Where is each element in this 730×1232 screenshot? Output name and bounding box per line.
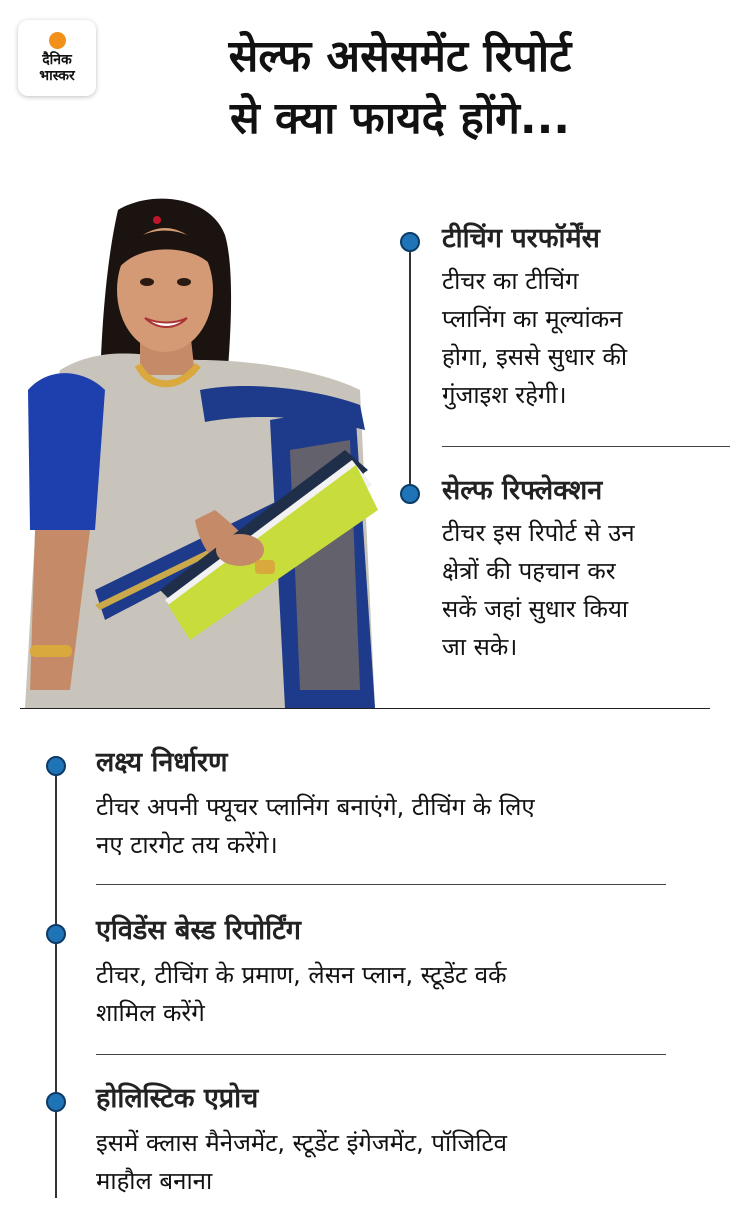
point-heading: टीचिंग परफॉर्मेंस (442, 223, 600, 254)
text-line: सकें जहां सुधार किया (442, 595, 629, 623)
point-text (96, 956, 706, 1032)
divider (96, 884, 666, 885)
title-line-2: से क्या फायदे होंगे... (229, 93, 571, 144)
logo-line-1: दैनिक (42, 52, 72, 68)
point-text (96, 788, 706, 864)
point-heading: लक्ष्य निर्धारण (96, 747, 228, 778)
text-line: प्लानिंग का मूल्यांकन (442, 305, 623, 333)
text-line: नए टारगेट तय करेंगे। (96, 831, 278, 859)
section-divider (20, 708, 710, 709)
text-line: इसमें क्लास मैनेजमेंट, स्टूडेंट इंगेजमेंट, पॉजिटिव (96, 1129, 507, 1157)
divider (442, 446, 730, 447)
text-line: होगा, इससे सुधार की (442, 343, 628, 371)
text-line: टीचर इस रिपोर्ट से उन (442, 519, 635, 547)
text-line: टीचर का टीचिंग (442, 267, 579, 295)
point-heading: एविडेंस बेस्ड रिपोर्टिंग (96, 915, 301, 946)
bullet-dot-icon (400, 232, 420, 252)
title-line-1: सेल्फ असेसमेंट रिपोर्ट (228, 31, 572, 82)
text-line: जा सके। (442, 633, 518, 661)
text-line: टीचर अपनी फ्यूचर प्लानिंग बनाएंगे, टीचिंग के लिए (96, 793, 535, 821)
bullet-dot-icon (46, 756, 66, 776)
sun-icon (49, 32, 66, 49)
text-line: टीचर, टीचिंग के प्रमाण, लेसन प्लान, स्टूडेंट वर्क (96, 961, 507, 989)
brand-logo (18, 20, 96, 96)
text-line: क्षेत्रों की पहचान कर (442, 557, 616, 585)
point-heading: होलिस्टिक एप्रोच (96, 1083, 259, 1114)
text-line: गुंजाइश रहेगी। (442, 381, 567, 409)
text-line: माहौल बनाना (96, 1167, 213, 1195)
bullet-dot-icon (46, 924, 66, 944)
page-title (110, 26, 690, 150)
logo-line-2: भास्कर (39, 68, 75, 84)
point-heading: सेल्फ रिफ्लेक्शन (442, 475, 603, 506)
bullet-dot-icon (400, 484, 420, 504)
divider (96, 1054, 666, 1055)
point-text (442, 262, 727, 414)
teacher-photo (0, 190, 400, 708)
text-line: शामिल करेंगे (96, 999, 205, 1027)
bullet-dot-icon (46, 1092, 66, 1112)
point-text (442, 514, 727, 666)
point-text (96, 1124, 706, 1200)
left-timeline-line (55, 766, 57, 1198)
right-timeline-line (409, 242, 411, 500)
